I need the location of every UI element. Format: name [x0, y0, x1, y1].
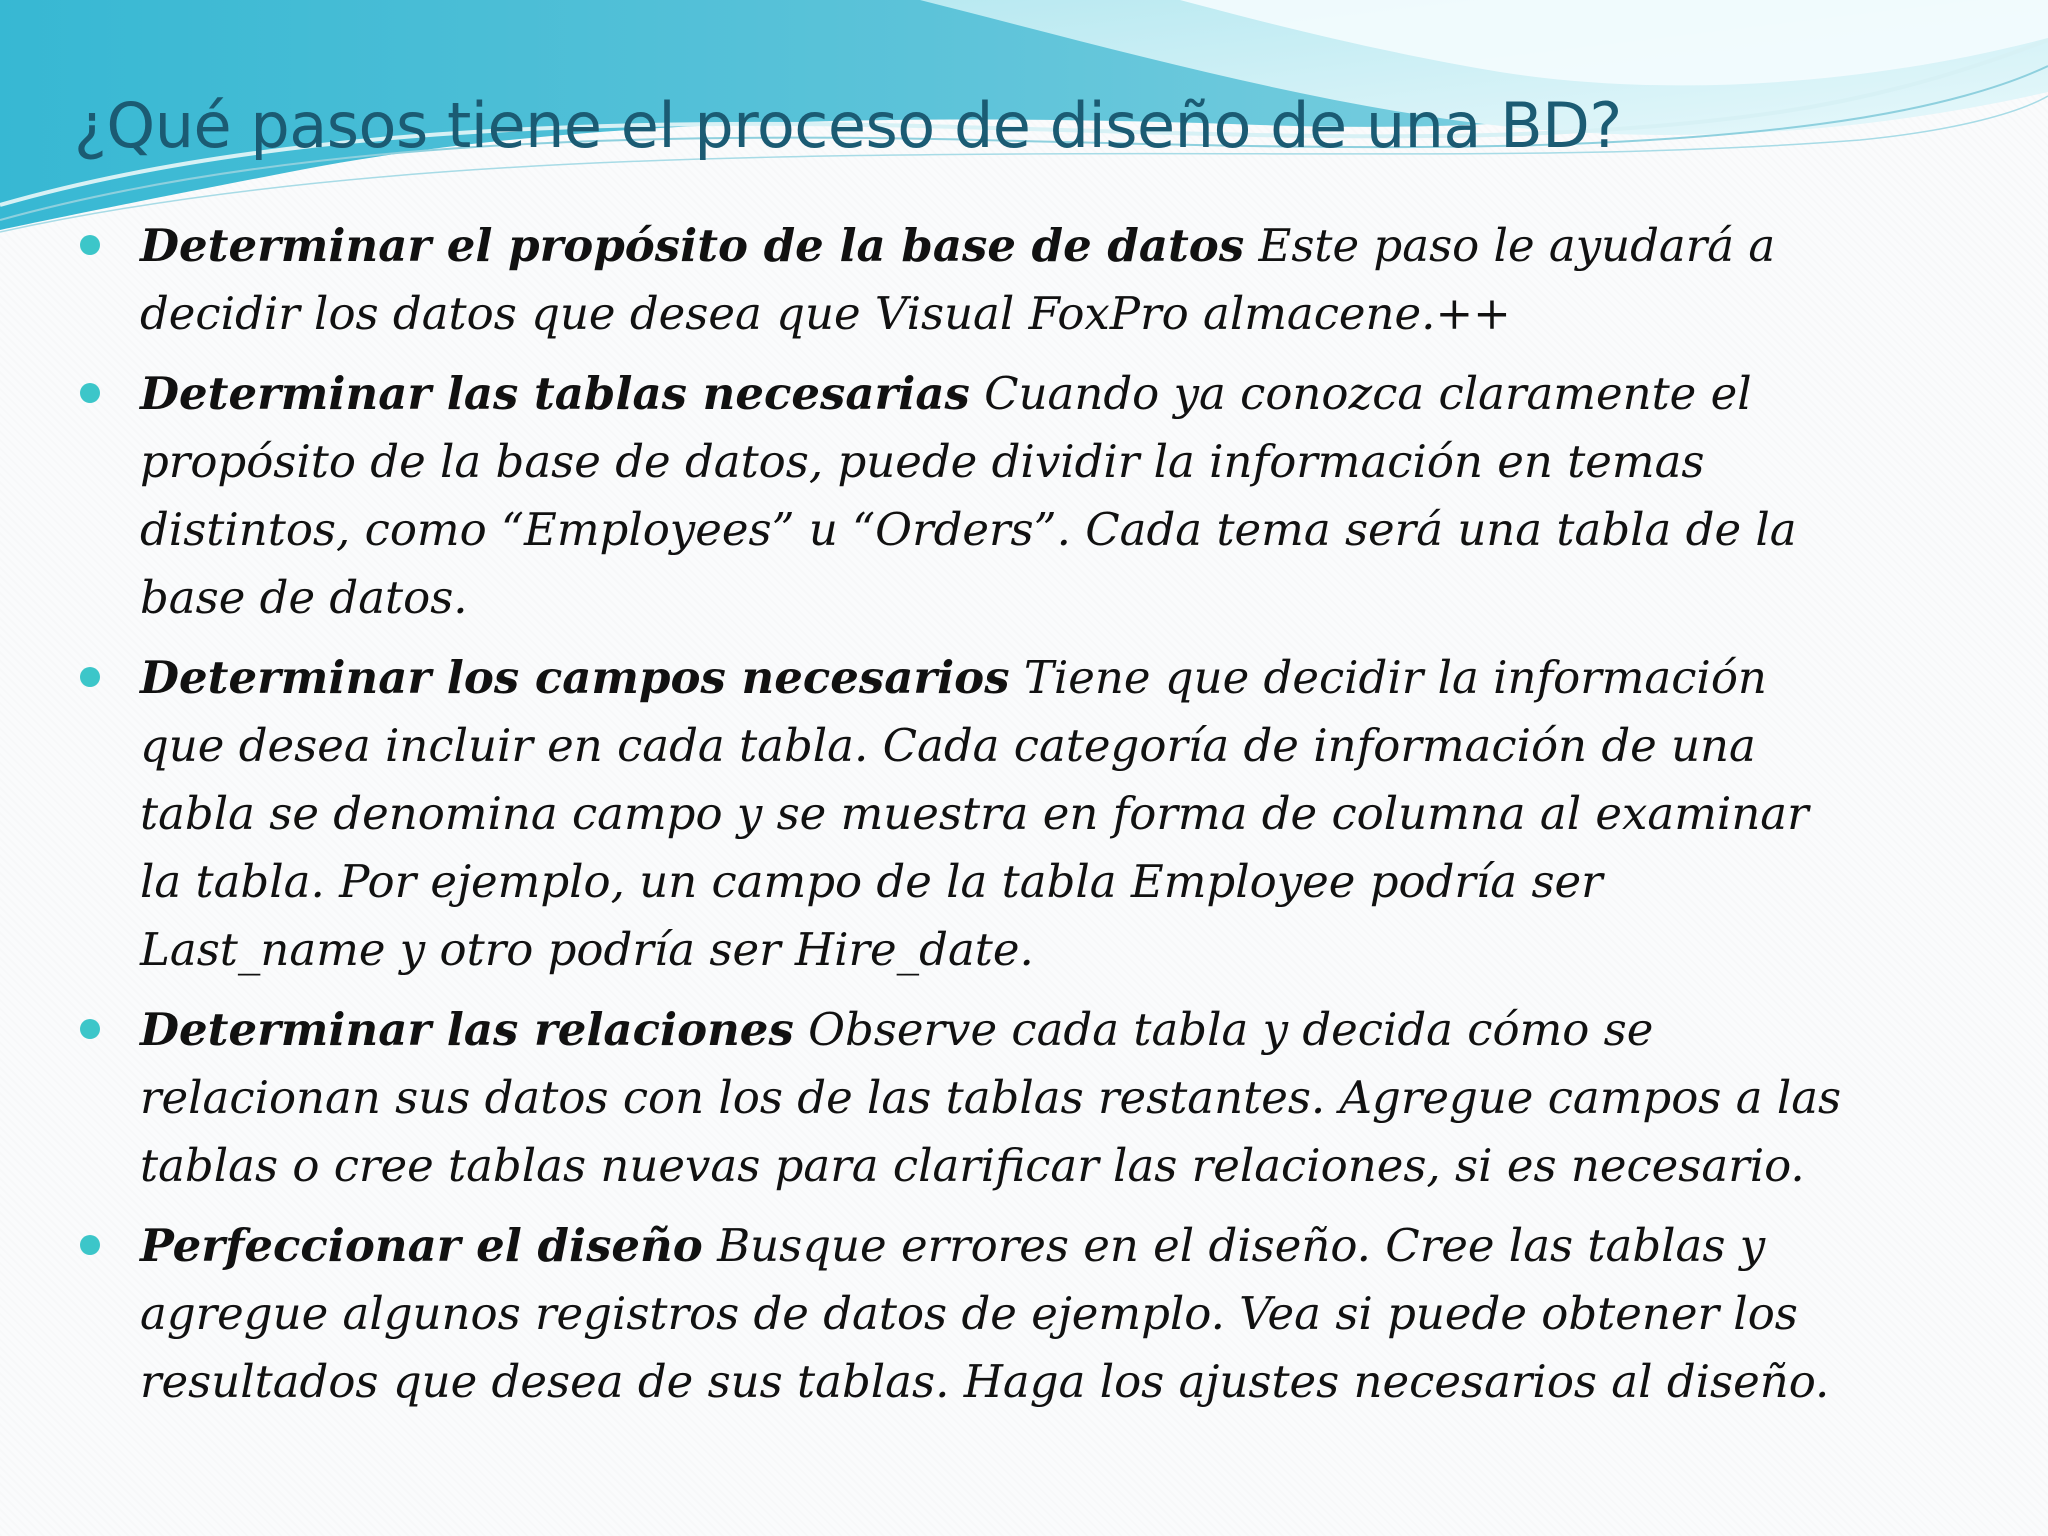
item-text: Tiene que decidir la información — [1023, 651, 1767, 704]
bullet-list — [80, 212, 1960, 1428]
item-text: relacionan sus datos con los de las tablas restantes. Agregue campos a las — [140, 1071, 1842, 1124]
list-item — [80, 212, 1960, 348]
item-first-line — [140, 1212, 1960, 1280]
item-text: resultados que desea de sus tablas. Haga los ajustes necesarios al diseño. — [140, 1355, 1830, 1408]
item-text: tabla se denomina campo y se muestra en forma de columna al examinar — [140, 787, 1809, 840]
item-lead: Determinar los campos necesarios — [140, 651, 1010, 704]
item-text: que desea incluir en cada tabla. Cada categoría de información de una — [140, 719, 1756, 772]
item-lead: Determinar las relaciones — [140, 1003, 794, 1056]
list-item — [80, 644, 1960, 984]
item-text: Este paso le ayudará a — [1258, 219, 1776, 272]
bullet-icon — [80, 1235, 100, 1255]
bullet-icon — [80, 1019, 100, 1039]
item-text: Observe cada tabla y decida cómo se — [808, 1003, 1654, 1056]
slide-title: ¿Qué pasos tiene el proceso de diseño de una BD? — [74, 89, 1622, 162]
item-text: Busque errores en el diseño. Cree las tablas y — [717, 1219, 1766, 1272]
item-text: decidir los datos que desea que Visual FoxPro almacene.++ — [140, 287, 1511, 340]
item-text: distintos, como “Employees” u “Orders”. Cada tema será una tabla de la — [140, 503, 1797, 556]
bullet-icon — [80, 235, 100, 255]
item-first-line — [140, 212, 1960, 280]
list-item — [80, 1212, 1960, 1416]
item-first-line — [140, 644, 1960, 712]
item-first-line — [140, 996, 1960, 1064]
item-text: Cuando ya conozca claramente el — [984, 367, 1752, 420]
item-text: la tabla. Por ejemplo, un campo de la tabla Employee podría ser — [140, 855, 1603, 908]
item-text: Last_name y otro podría ser Hire_date. — [140, 923, 1034, 976]
item-text: base de datos. — [140, 571, 468, 624]
bullet-icon — [80, 667, 100, 687]
item-lead: Determinar las tablas necesarias — [140, 367, 970, 420]
item-lead: Determinar el propósito de la base de datos — [140, 219, 1245, 272]
bullet-icon — [80, 383, 100, 403]
item-lead: Perfeccionar el diseño — [140, 1219, 703, 1272]
item-first-line — [140, 360, 1960, 428]
item-text: agregue algunos registros de datos de ejemplo. Vea si puede obtener los — [140, 1287, 1798, 1340]
list-item — [80, 360, 1960, 632]
item-text: propósito de la base de datos, puede dividir la información en temas — [140, 435, 1705, 488]
item-text: tablas o cree tablas nuevas para clarificar las relaciones, si es necesario. — [140, 1139, 1805, 1192]
list-item — [80, 996, 1960, 1200]
